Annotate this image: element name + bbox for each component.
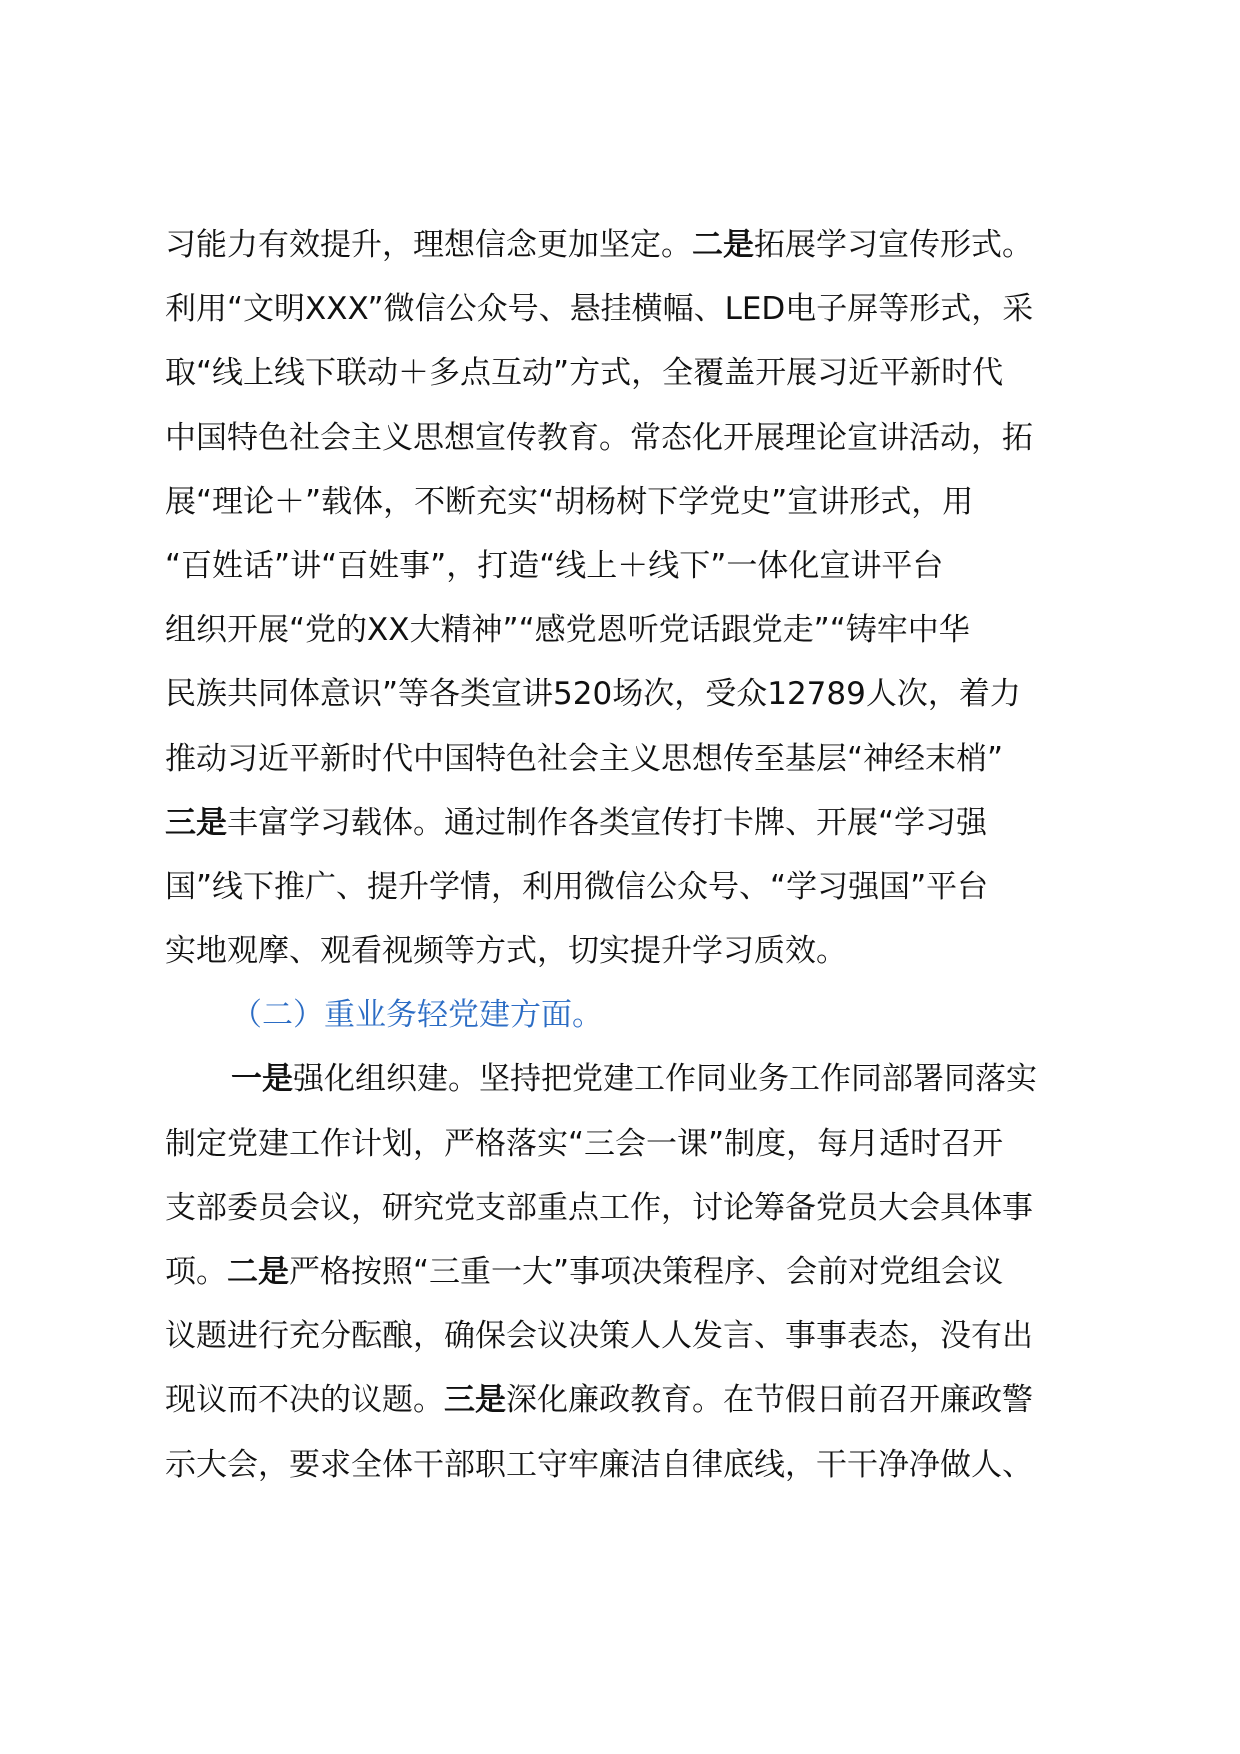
text-span: 实地观摩、观看视频等方式，切实提升学习质效。 [165, 933, 847, 970]
text-span: 现议而不决的议题。 [165, 1382, 444, 1419]
bold-keyword: 三是 [165, 804, 227, 841]
text-line [165, 727, 1125, 791]
text-span: 习能力有效提升，理想信念更加坚定。 [165, 227, 692, 263]
text-line [165, 1112, 1125, 1176]
bold-keyword: 三是 [444, 1382, 506, 1419]
text-span: 推动习近平新时代中国特色社会主义思想传至基层“神经末梢” [165, 740, 1004, 777]
text-span: 丰富学习载体。通过制作各类宣传打卡牌、开展“学习强 [227, 804, 988, 841]
bold-keyword: 二是 [692, 227, 754, 263]
text-line [165, 534, 1125, 598]
text-line [165, 277, 1125, 341]
text-span: 严格按照“三重一大”事项决策程序、会前对党组会议 [289, 1254, 1004, 1290]
text-line [165, 1047, 1125, 1111]
text-span: “百姓话”讲“百姓事”，打造“线上＋线下”一体化宣讲平台 [165, 547, 944, 584]
text-line [165, 919, 1125, 983]
text-span: 项。 [165, 1254, 227, 1290]
text-line [165, 470, 1125, 534]
text-line [165, 341, 1125, 405]
text-line [165, 406, 1125, 470]
text-span: 制定党建工作计划，严格落实“三会一课”制度，每月适时召开 [165, 1125, 1004, 1162]
text-span: 展“理论＋”载体，不断充实“胡杨树下学党史”宣讲形式，用 [165, 483, 974, 520]
text-line [165, 855, 1125, 919]
text-span: 议题进行充分酝酿，确保会议决策人人发言、事事表态，没有出 [165, 1318, 1033, 1355]
text-line [165, 213, 1125, 277]
text-line [165, 598, 1125, 662]
text-line [165, 1304, 1125, 1368]
text-line [165, 1176, 1125, 1240]
text-span: 深化廉政教育。在节假日前召开廉政警 [506, 1382, 1033, 1419]
text-span: 民族共同体意识”等各类宣讲520场次，受众12789人次，着力 [165, 676, 1021, 713]
text-span: 示大会，要求全体干部职工守牢廉洁自律底线，干干净净做人、 [165, 1446, 1033, 1483]
document-body [165, 213, 1125, 1497]
text-span: 组织开展“党的XX大精神”“感党恩听党话跟党走”“铸牢中华 [165, 612, 970, 649]
text-line [165, 1433, 1125, 1497]
text-span: 取“线上线下联动＋多点互动”方式，全覆盖开展习近平新时代 [165, 355, 1004, 392]
text-line [165, 1368, 1125, 1432]
text-line [165, 662, 1125, 726]
text-line [165, 791, 1125, 855]
text-span: 利用“文明XXX”微信公众号、悬挂横幅、LED电子屏等形式，采 [165, 291, 1034, 328]
bold-keyword: 二是 [227, 1254, 289, 1290]
section-heading [165, 983, 1125, 1047]
section-heading-text: （二）重业务轻党建方面。 [231, 997, 603, 1034]
text-span: 国”线下推广、提升学情，利用微信公众号、“学习强国”平台 [165, 868, 989, 905]
text-line [165, 1240, 1125, 1304]
text-span: 中国特色社会主义思想宣传教育。常态化开展理论宣讲活动，拓 [165, 419, 1033, 456]
text-span: 支部委员会议，研究党支部重点工作，讨论筹备党员大会具体事 [165, 1189, 1033, 1226]
text-span: 强化组织建。坚持把党建工作同业务工作同部署同落实 [293, 1061, 1037, 1098]
bold-keyword: 一是 [231, 1061, 293, 1098]
text-span: 拓展学习宣传形式。 [754, 227, 1033, 263]
